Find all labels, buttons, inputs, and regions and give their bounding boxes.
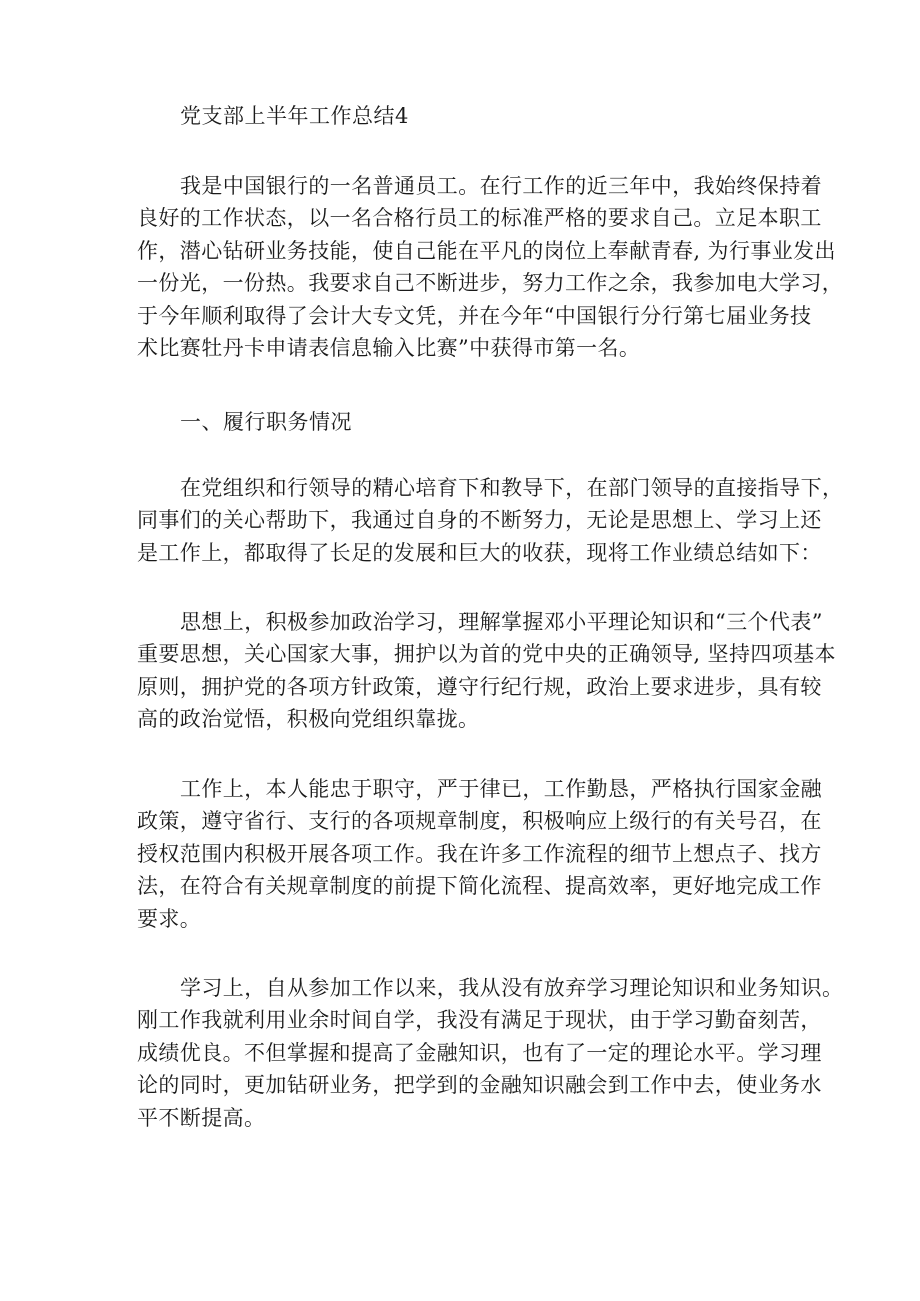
text-line: 论的同时，更加钻研业务，把学到的金融知识融会到工作中去，使业务水 — [137, 1073, 822, 1098]
text-line: 原则，拥护党的各项方针政策，遵守行纪行规，政治上要求进步，具有较 — [137, 674, 822, 699]
text-line: 作，潜心钻研业务技能，使自己能在平凡的岗位上奉献青春, 为行事业发出 — [137, 238, 836, 263]
paragraph-study — [137, 972, 844, 1134]
text-line: 工作上，本人能忠于职守，严于律已，工作勤恳，严格执行国家金融 — [180, 777, 822, 801]
section-heading: 一、履行职务情况 — [180, 410, 352, 434]
paragraph-intro — [137, 170, 844, 364]
text-line: 法，在符合有关规章制度的前提下简化流程、提高效率，更好地完成工作 — [137, 874, 822, 899]
text-line: 政策，遵守省行、支行的各项规章制度，积极响应上级行的有关号召，在 — [137, 809, 822, 834]
text-line: 于今年顺利取得了会计大专文凭，并在今年“中国银行分行第七届业务技 — [137, 303, 812, 328]
text-line: 重要思想，关心国家大事，拥护以为首的党中央的正确领导, 坚持四项基本 — [137, 642, 836, 667]
text-line: 要求。 — [137, 906, 202, 931]
text-line: 一份光，一份热。我要求自己不断进步，努力工作之余，我参加电大学习， — [137, 271, 844, 296]
text-line: 是工作上，都取得了长足的发展和巨大的收获，现将工作业绩总结如下： — [137, 540, 822, 565]
text-line: 我是中国银行的一名普通员工。在行工作的近三年中，我始终保持着 — [180, 174, 822, 198]
text-line: 同事们的关心帮助下，我通过自身的不断努力，无论是思想上、学习上还 — [137, 508, 822, 533]
text-line: 学习上，自从参加工作以来，我从没有放弃学习理论知识和业务知识。 — [180, 976, 844, 1000]
document-title: 党支部上半年工作总结4 — [180, 104, 409, 128]
text-line: 思想上，积极参加政治学习，理解掌握邓小平理论知识和“三个代表” — [180, 610, 823, 634]
text-line: 平不断提高。 — [137, 1105, 266, 1130]
text-line: 授权范围内积极开展各项工作。我在许多工作流程的细节上想点子、找方 — [137, 841, 822, 866]
paragraph-thought — [137, 606, 836, 736]
text-line: 高的政治觉悟，积极向党组织靠拢。 — [137, 707, 480, 732]
text-line: 成绩优良。不但掌握和提高了金融知识，也有了一定的理论水平。学习理 — [137, 1040, 822, 1065]
text-line: 术比赛牡丹卡申请表信息输入比赛”中获得市第一名。 — [137, 336, 641, 361]
paragraph-guidance — [137, 472, 844, 569]
text-line: 良好的工作状态，以一名合格行员工的标准严格的要求自己。立足本职工 — [137, 206, 822, 231]
text-line: 在党组织和行领导的精心培育下和教导下，在部门领导的直接指导下， — [180, 476, 844, 500]
text-line: 刚工作我就利用业余时间自学，我没有满足于现状，由于学习勤奋刻苦， — [137, 1008, 822, 1033]
paragraph-work — [137, 773, 822, 935]
